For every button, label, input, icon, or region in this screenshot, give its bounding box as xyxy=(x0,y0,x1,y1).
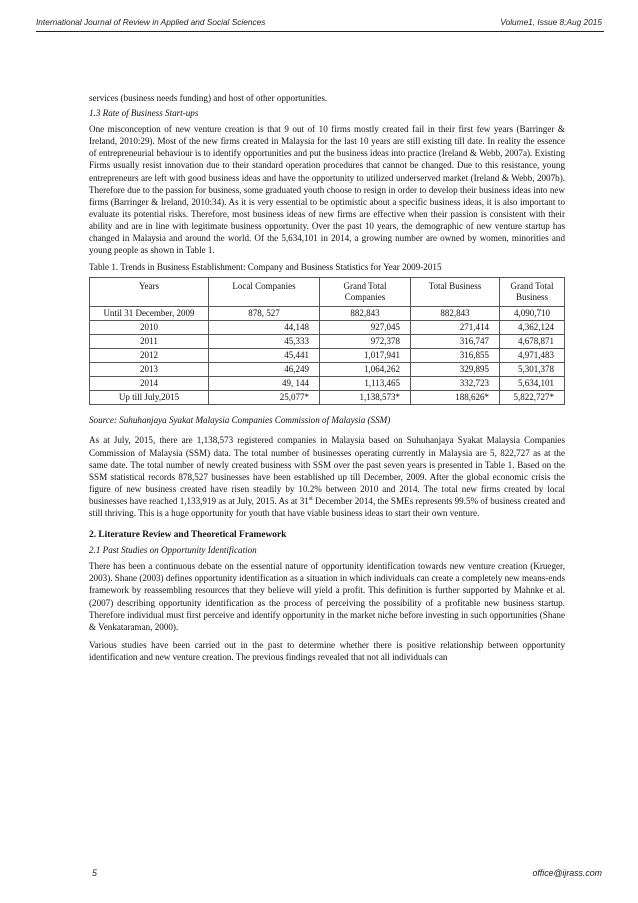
cell-local: 878, 527 xyxy=(209,307,320,321)
intro-line: services (business needs funding) and host of other opportunities. xyxy=(89,93,328,103)
cell-grand-companies: 927,045 xyxy=(320,321,411,335)
section-1-3-title: 1.3 Rate of Business Start-ups xyxy=(89,108,199,119)
section-1-3-paragraph: One misconception of new venture creation is that 9 out of 10 firms mostly created fail in their first few years (Barringer & Ireland, 2010:29). Most of the new firms created in Malaysia for the last 10 years are still existing till date. In reality the essence of entrepreneurial behaviour is to identify opportunities and put the business ideas into practice (Ireland & Webb, 2007a). Existing Firms usually resist innovation due to their standard operation procedures that cannot be changed. Due to this resistance, young entrepreneurs are left with good business ideas and have the opportunity to utilized underserved market (Ireland & Webb, 2007b). Therefore due to the passion for business, some graduated youth choose to resign in order to develop their business ideas into new firms (Barringer & Ireland, 2010:34). As it is very essential to be optimistic about a specific business ideas, it is also important to evaluate its potential risks. Therefore, most business ideas of new firms are effective when their passion is consistent with their ability and are in line with legitimate business opportunity. Over the past 10 years, the demographic of new venture startup has changed in Malaysia and around the world. Of the 5,634,101 in 2014, a growing number are owned by women, minorities and young people as shown in Table 1. xyxy=(89,124,565,256)
cell-grand-business: 4,971,483 xyxy=(500,349,565,363)
page-body xyxy=(89,92,565,663)
table-row xyxy=(90,321,565,335)
cell-local: 25,077* xyxy=(209,391,320,405)
cell-total-business: 316,855 xyxy=(411,349,500,363)
statistics-text-b: December 2014, the SMEs represents 99.5% of business created and still thriving. This is a huge opportunity for youth that have viable business ideas to start their own venture. xyxy=(89,495,565,518)
cell-grand-companies: 882,843 xyxy=(320,307,411,321)
col-header-local-companies: Local Companies xyxy=(209,278,320,307)
cell-year: 2014 xyxy=(90,377,209,391)
col-header-grand-total-companies: Grand Total Companies xyxy=(320,278,411,307)
cell-year: 2011 xyxy=(90,335,209,349)
table-row xyxy=(90,307,565,321)
journal-title: International Journal of Review in Applied and Social Sciences xyxy=(36,17,266,27)
cell-local: 44,148 xyxy=(209,321,320,335)
table-row xyxy=(90,363,565,377)
cell-local: 46,249 xyxy=(209,363,320,377)
cell-grand-business: 5,301,378 xyxy=(500,363,565,377)
cell-year: 2010 xyxy=(90,321,209,335)
cell-grand-companies: 972,378 xyxy=(320,335,411,349)
table-row xyxy=(90,335,565,349)
statistics-text-a: As at July, 2015, there are 1,138,573 registered companies in Malaysia based on Suhuhanjaya Syakat Malaysia Companies Commission of Malaysia (SSM) data. The total number of businesses operating currently in Malaysia are 5, 822,727 as at the same date. The total number of newly created business with SSM over the past seven years is presented in Table 1. Based on the SSM statistical records 878,527 businesses have been established up till December, 2009. After the global economic crisis the figure of new business created have risen steadily by 10.2% between 2010 and 2014. The total new firms created by local businesses have reached 1,133,919 as at July, 2015. As at 31 xyxy=(89,435,565,506)
page-number: 5 xyxy=(92,868,97,878)
section-2-title: 2. Literature Review and Theoretical Framework xyxy=(89,530,287,541)
cell-total-business: 188,626* xyxy=(411,391,500,405)
cell-local: 45,441 xyxy=(209,349,320,363)
table-source: Source: Suhuhanjaya Syakat Malaysia Companies Commission of Malaysia (SSM) xyxy=(89,415,391,426)
cell-grand-companies: 1,017,941 xyxy=(320,349,411,363)
col-header-total-business: Total Business xyxy=(411,278,500,307)
cell-year: 2012 xyxy=(90,349,209,363)
table-row xyxy=(90,377,565,391)
cell-total-business: 882,843 xyxy=(411,307,500,321)
section-2-1-title: 2.1 Past Studies on Opportunity Identification xyxy=(89,545,257,556)
cell-year: 2013 xyxy=(90,363,209,377)
cell-grand-business: 4,678,871 xyxy=(500,335,565,349)
business-statistics-table xyxy=(89,277,565,405)
cell-total-business: 271,414 xyxy=(411,321,500,335)
table-row xyxy=(90,391,565,405)
cell-local: 45,333 xyxy=(209,335,320,349)
table-row xyxy=(90,349,565,363)
cell-total-business: 332,723 xyxy=(411,377,500,391)
section-2-1-paragraph-2: Various studies have been carried out in the past to determine whether there is positive relationship between opportunity identification and new venture creation. The previous findings revealed that not all individuals can xyxy=(89,639,565,662)
footer-email: office@ijrass.com xyxy=(532,868,602,878)
header-rule xyxy=(36,31,604,32)
cell-grand-companies: 1,138,573* xyxy=(320,391,411,405)
statistics-paragraph xyxy=(89,434,565,519)
volume-issue: Volume1, Issue 8;Aug 2015 xyxy=(500,17,602,27)
cell-grand-companies: 1,113,465 xyxy=(320,377,411,391)
table-header-row xyxy=(90,278,565,307)
cell-grand-business: 4,090,710 xyxy=(500,307,565,321)
cell-total-business: 329,895 xyxy=(411,363,500,377)
section-2-1-paragraph-1: There has been a continuous debate on the essential nature of opportunity identification towards new venture creation (Krueger, 2003). Shane (2003) defines opportunity identification as a situation in which individuals can create a completely new means-ends framework by reassembling resources that they believe will yield a profit. This definition is further supported by Mahnke et al. (2007) describing opportunity identification as the process of perceiving the possibility of a profitable new business startup. Therefore individual must first perceive and identify opportunity in the market niche before investing in such opportunities (Shane & Venkataraman, 2000). xyxy=(89,561,565,632)
cell-year: Up till July,2015 xyxy=(90,391,209,405)
cell-local: 49, 144 xyxy=(209,377,320,391)
cell-grand-business: 5,634,101 xyxy=(500,377,565,391)
col-header-grand-total-business: Grand Total Business xyxy=(500,278,565,307)
col-header-years: Years xyxy=(90,278,209,307)
cell-year: Until 31 December, 2009 xyxy=(90,307,209,321)
table-caption: Table 1. Trends in Business Establishment: Company and Business Statistics for Year 2009-2015 xyxy=(89,262,442,273)
ordinal-superscript: st xyxy=(308,495,313,502)
cell-total-business: 316,747 xyxy=(411,335,500,349)
cell-grand-companies: 1,064,262 xyxy=(320,363,411,377)
cell-grand-business: 5,822,727* xyxy=(500,391,565,405)
cell-grand-business: 4,362,124 xyxy=(500,321,565,335)
